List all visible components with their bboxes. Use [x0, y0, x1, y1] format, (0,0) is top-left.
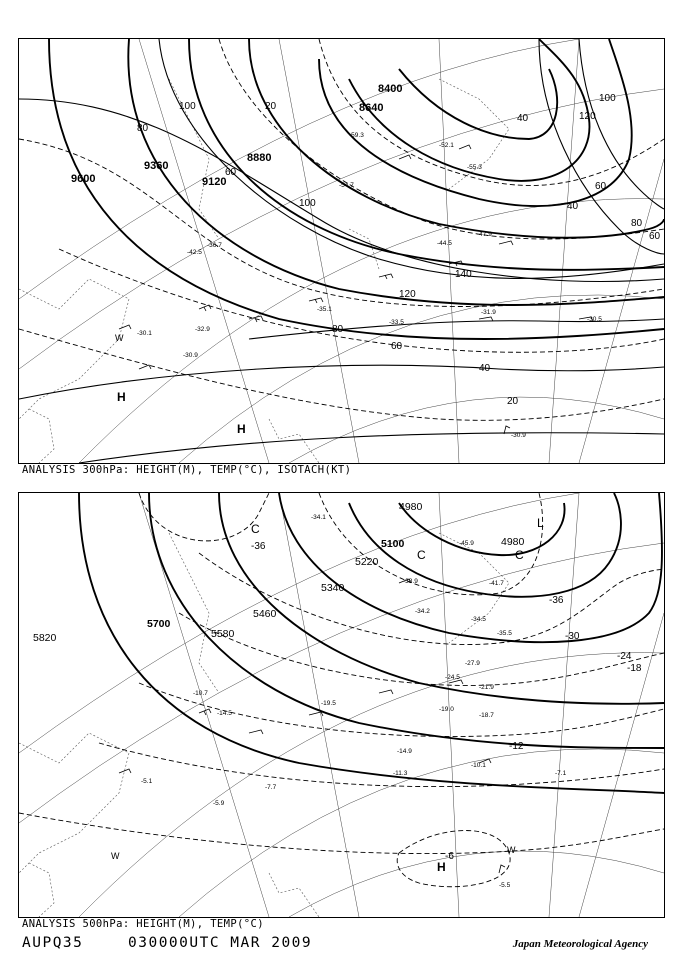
station-value: -5.5: [499, 882, 511, 889]
station-value: -47.9: [477, 231, 492, 238]
isotach-label: 40: [567, 201, 579, 212]
station-value: -5.9: [213, 800, 225, 807]
station-value: -10.1: [471, 762, 486, 769]
station-value: -19.0: [439, 706, 454, 713]
station-value: -14.9: [397, 748, 412, 755]
isotherm-label: -36: [549, 595, 564, 606]
station-value: -10.7: [193, 690, 208, 697]
station-value: -55.3: [467, 164, 482, 171]
graticule: [19, 39, 664, 463]
station-value: -30.5: [587, 316, 602, 323]
station-value: -34.2: [415, 608, 430, 615]
height-label: 8400: [378, 83, 403, 95]
isotach-label: 40: [479, 363, 491, 374]
station-value: -11.3: [393, 770, 408, 777]
warm-center: W: [111, 851, 120, 861]
isotach-labels-300: [137, 93, 661, 407]
isotherm-label: -30: [565, 631, 580, 642]
station-value: -30.1: [137, 330, 152, 337]
coastline: [19, 533, 509, 917]
isotach-label: 80: [137, 123, 149, 134]
station-value: -21.9: [479, 684, 494, 691]
isotherm-label: -36: [251, 541, 266, 552]
isotherm-label: -12: [509, 741, 524, 752]
isotach-label: 120: [579, 111, 596, 122]
height-label: 5100: [381, 538, 405, 550]
isotach-label: 120: [399, 289, 416, 300]
station-value: -27.9: [465, 660, 480, 667]
station-value: -18.7: [479, 712, 494, 719]
station-value: -45.9: [459, 540, 474, 547]
caption-500hpa: ANALYSIS 500hPa: HEIGHT(M), TEMP(°C): [22, 918, 264, 930]
station-value: -24.5: [445, 674, 460, 681]
wind-barbs: [119, 145, 593, 434]
station-value: -14.5: [217, 710, 232, 717]
coastline: [19, 79, 509, 463]
height-contours: [79, 493, 664, 793]
station-temps-500: [141, 514, 567, 889]
isotach-label: 100: [599, 93, 616, 104]
station-value: -7.1: [555, 770, 567, 777]
isotach-label: 100: [179, 101, 196, 112]
wind-barbs: [119, 579, 505, 873]
isotach-label: 60: [225, 167, 237, 178]
low-center: L: [537, 516, 544, 530]
height-label: 8640: [359, 102, 384, 114]
high-center: H: [437, 860, 446, 874]
chart-300hpa: [18, 38, 665, 464]
station-value: -34.5: [471, 616, 486, 623]
station-value: -54.7: [339, 182, 354, 189]
caption-300hpa: ANALYSIS 300hPa: HEIGHT(M), TEMP(°C), ISOTACH(KT): [22, 464, 352, 476]
cold-center: C: [417, 548, 426, 562]
height-label: 9600: [71, 173, 96, 185]
height-label: 5820: [33, 632, 57, 644]
station-value: -35.5: [497, 630, 512, 637]
station-value: -41.7: [489, 580, 504, 587]
height-label: 4980: [399, 501, 423, 513]
isotach-label: 80: [631, 218, 643, 229]
station-value: -36.7: [207, 242, 222, 249]
map-300hpa: [19, 39, 664, 463]
station-value: -31.9: [481, 309, 496, 316]
chart-500hpa: [18, 492, 665, 918]
isotach-label: 100: [299, 198, 316, 209]
isotach-label: 20: [507, 396, 519, 407]
warm-center: W: [507, 845, 516, 855]
high-center: H: [117, 390, 126, 404]
station-value: -32.9: [195, 326, 210, 333]
station-value: -34.1: [311, 514, 326, 521]
station-value: -7.7: [265, 784, 277, 791]
height-label: 5460: [253, 608, 277, 620]
high-center: H: [237, 422, 246, 436]
station-value: -30.9: [511, 432, 526, 439]
station-value: -30.9: [183, 352, 198, 359]
isotach-label: 80: [332, 324, 344, 335]
valid-time: 030000UTC MAR 2009: [128, 935, 313, 951]
isotach-label: 60: [391, 341, 403, 352]
station-value: -42.5: [187, 249, 202, 256]
isotherm-label: -24: [617, 651, 632, 662]
station-value: -35.1: [317, 306, 332, 313]
isotherm-label: -6: [445, 851, 454, 862]
height-label: 5340: [321, 582, 345, 594]
station-value: -44.5: [437, 240, 452, 247]
isotherms: [19, 493, 664, 887]
height-label: 5220: [355, 556, 379, 568]
height-label: 5700: [147, 618, 171, 630]
station-value: -19.5: [321, 700, 336, 707]
isotherm-label: -18: [627, 663, 642, 674]
pressure-centers-300: [115, 333, 246, 436]
isotach-label: 140: [455, 269, 472, 280]
station-value: -59.3: [349, 132, 364, 139]
isotach-label: 20: [265, 101, 277, 112]
station-value: -33.5: [389, 319, 404, 326]
isotach-label: 40: [517, 113, 529, 124]
height-label: 9360: [144, 160, 169, 172]
height-label: 9120: [202, 176, 227, 188]
station-value: -38.9: [403, 578, 418, 585]
isotach-label: 60: [649, 231, 661, 242]
isotherms: [19, 39, 664, 420]
agency-credit: Japan Meteorological Agency: [512, 938, 648, 950]
station-value: -52.1: [439, 142, 454, 149]
height-label: 8880: [247, 152, 272, 164]
isotherm-labels-500: [251, 541, 642, 862]
product-code: AUPQ35: [22, 935, 84, 951]
warm-center: W: [115, 333, 124, 343]
isotach-label: 60: [595, 181, 607, 192]
cold-center: C: [515, 548, 524, 562]
map-500hpa: [19, 493, 664, 917]
height-label: 4980: [501, 536, 525, 548]
height-label: 5580: [211, 628, 235, 640]
cold-center: C: [251, 522, 260, 536]
station-value: -5.1: [141, 778, 153, 785]
